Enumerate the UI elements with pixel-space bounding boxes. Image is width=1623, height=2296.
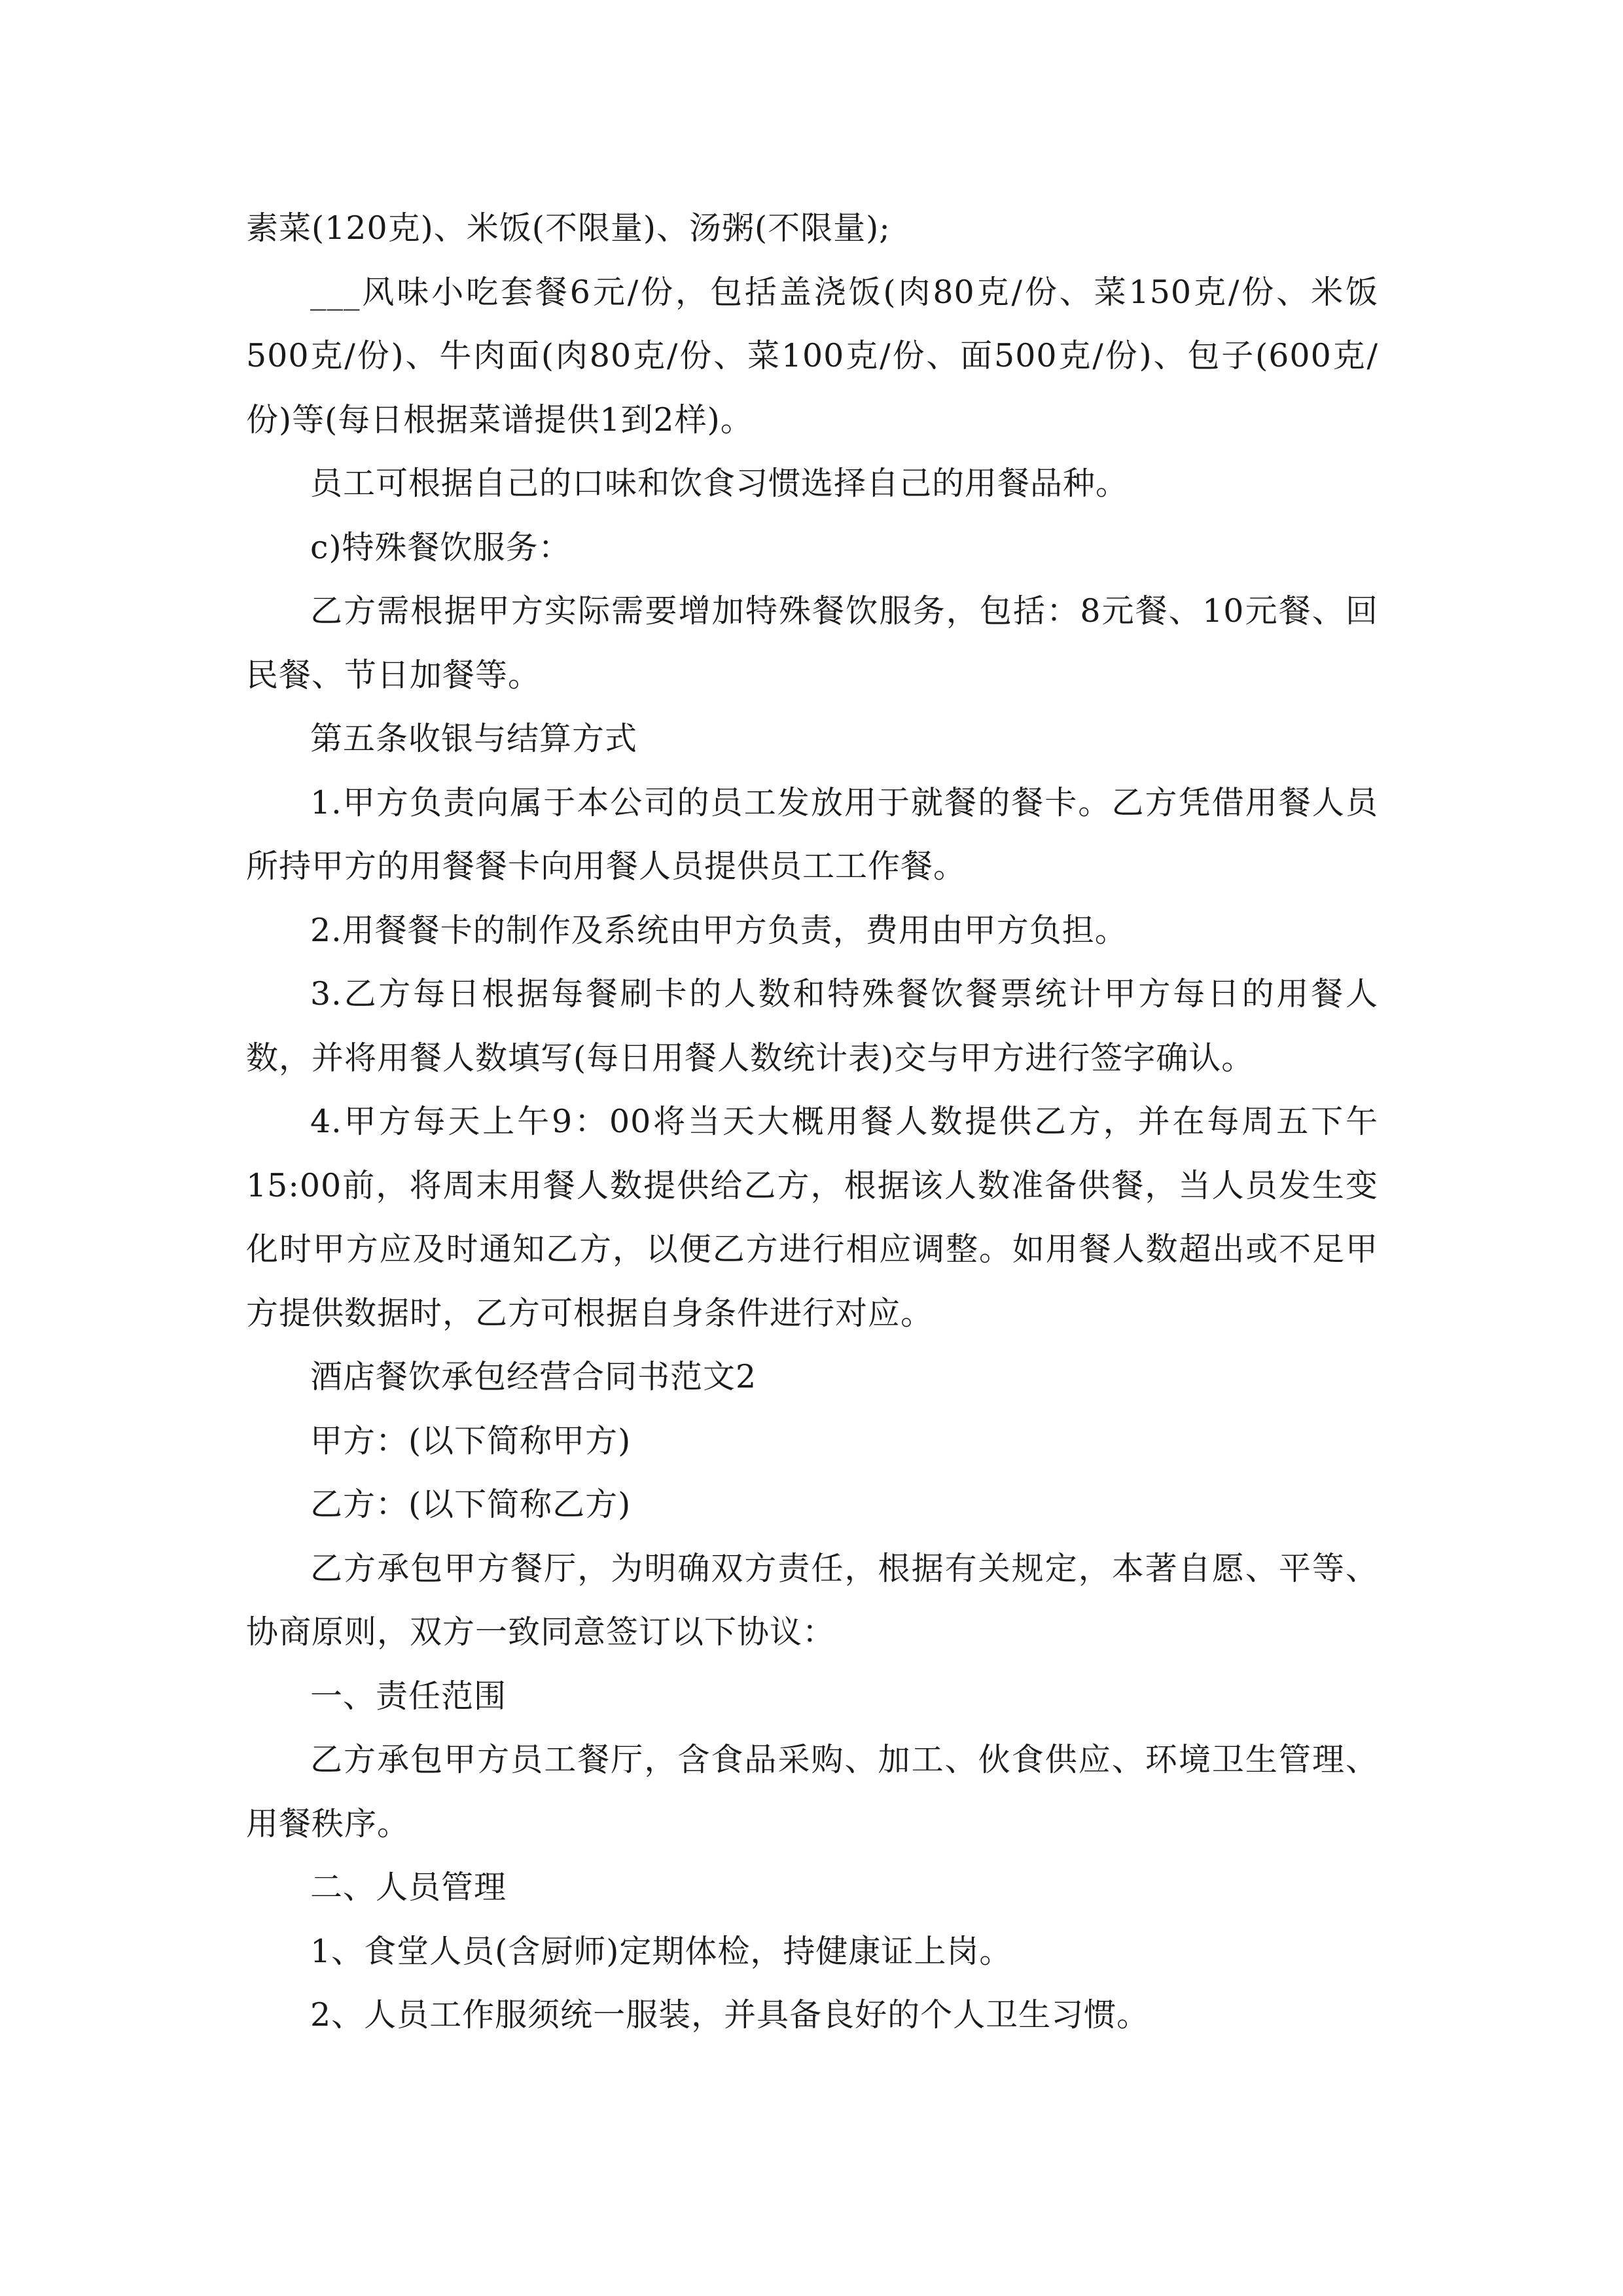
- paragraph: 3.乙方每日根据每餐刷卡的人数和特殊餐饮餐票统计甲方每日的用餐人数，并将用餐人数填写(每日用餐人数统计表)交与甲方进行签字确认。: [246, 975, 1378, 1077]
- party-a-line: 甲方：(以下简称甲方): [310, 1422, 632, 1460]
- paragraph: 1.甲方负责向属于本公司的员工发放用于就餐的餐卡。乙方凭借用餐人员所持甲方的用餐餐卡向用餐人员提供员工工作餐。: [246, 783, 1378, 885]
- paragraph: c)特殊餐饮服务：: [310, 528, 571, 566]
- list-item: 1、食堂人员(含厨师)定期体检，持健康证上岗。: [310, 1932, 1012, 1970]
- section-heading: 一、责任范围: [310, 1677, 507, 1715]
- paragraph: 2.用餐餐卡的制作及系统由甲方负责，费用由甲方负担。: [310, 911, 1128, 949]
- paragraph: ___风味小吃套餐6元/份，包括盖浇饭(肉80克/份、菜150克/份、米饭500克/份)、牛肉面(肉80克/份、菜100克/份、面500克/份)、包子(600克/份)等(每日根据菜谱提供1到2样)。: [246, 273, 1378, 439]
- paragraph: 4.甲方每天上午9：00将当天大概用餐人数提供乙方，并在每周五下午15:00前，将周末用餐人数提供给乙方，根据该人数准备供餐，当人员发生变化时甲方应及时通知乙方，以便乙方进行相应调整。如用餐人数超出或不足甲方提供数据时，乙方可根据自身条件进行对应。: [246, 1103, 1378, 1332]
- paragraph: 素菜(120克)、米饭(不限量)、汤粥(不限量);: [246, 209, 891, 247]
- paragraph: 乙方承包甲方员工餐厅，含食品采购、加工、伙食供应、环境卫生管理、用餐秩序。: [246, 1741, 1378, 1842]
- section-heading: 二、人员管理: [310, 1869, 507, 1906]
- party-b-line: 乙方：(以下简称乙方): [310, 1486, 632, 1523]
- list-item: 2、人员工作服须统一服装，并具备良好的个人卫生习惯。: [310, 1996, 1150, 2034]
- section-heading: 第五条收银与结算方式: [310, 720, 638, 757]
- paragraph: 乙方需根据甲方实际需要增加特殊餐饮服务，包括：8元餐、10元餐、回民餐、节日加餐等。: [246, 592, 1378, 694]
- paragraph: 乙方承包甲方餐厅，为明确双方责任，根据有关规定，本著自愿、平等、协商原则，双方一致同意签订以下协议：: [246, 1549, 1378, 1651]
- document-body: [246, 196, 1378, 2047]
- document-title: 酒店餐饮承包经营合同书范文2: [310, 1358, 757, 1395]
- paragraph: 员工可根据自己的口味和饮食习惯选择自己的用餐品种。: [310, 465, 1129, 502]
